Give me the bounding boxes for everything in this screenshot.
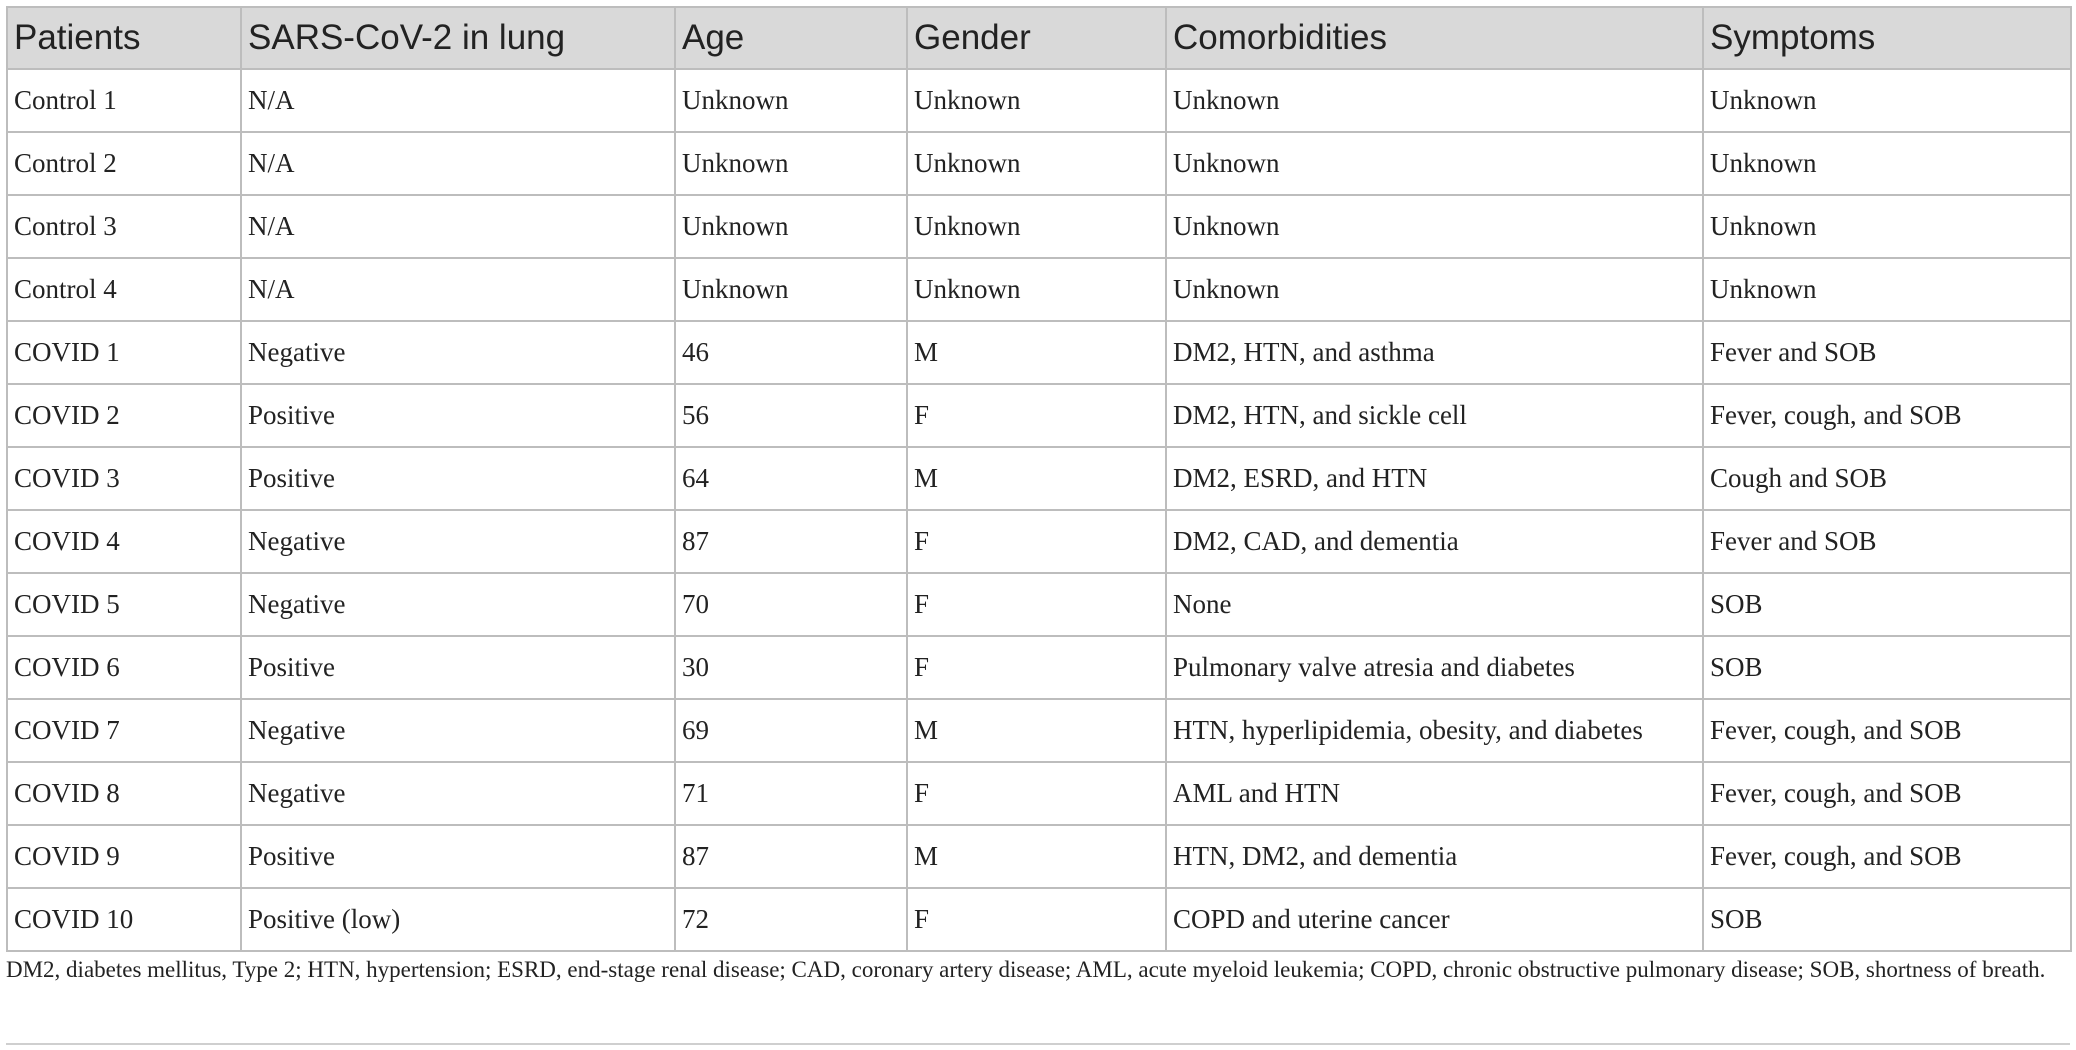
header-symptoms: Symptoms bbox=[1703, 7, 2071, 69]
age-cell: 46 bbox=[675, 321, 907, 384]
table-row bbox=[7, 321, 2071, 384]
sars-cov-2-cell: Positive bbox=[241, 447, 675, 510]
age-cell: 56 bbox=[675, 384, 907, 447]
table-row bbox=[7, 258, 2071, 321]
patient-cell: COVID 4 bbox=[7, 510, 241, 573]
comorbidities-cell: Pulmonary valve atresia and diabetes bbox=[1166, 636, 1703, 699]
bottom-divider bbox=[6, 1043, 2070, 1045]
table-row bbox=[7, 447, 2071, 510]
symptoms-cell: Fever and SOB bbox=[1703, 510, 2071, 573]
gender-cell: F bbox=[907, 573, 1166, 636]
patient-cell: COVID 1 bbox=[7, 321, 241, 384]
symptoms-cell: Unknown bbox=[1703, 69, 2071, 132]
age-cell: 71 bbox=[675, 762, 907, 825]
sars-cov-2-cell: N/A bbox=[241, 258, 675, 321]
symptoms-cell: Unknown bbox=[1703, 258, 2071, 321]
patient-table-container bbox=[6, 6, 2070, 952]
sars-cov-2-cell: N/A bbox=[241, 132, 675, 195]
age-cell: Unknown bbox=[675, 195, 907, 258]
patient-cell: COVID 6 bbox=[7, 636, 241, 699]
sars-cov-2-cell: Positive bbox=[241, 384, 675, 447]
patient-cell: COVID 9 bbox=[7, 825, 241, 888]
symptoms-cell: Fever, cough, and SOB bbox=[1703, 384, 2071, 447]
symptoms-cell: Fever and SOB bbox=[1703, 321, 2071, 384]
patient-cell: Control 3 bbox=[7, 195, 241, 258]
comorbidities-cell: Unknown bbox=[1166, 69, 1703, 132]
sars-cov-2-cell: N/A bbox=[241, 195, 675, 258]
symptoms-cell: Fever, cough, and SOB bbox=[1703, 762, 2071, 825]
symptoms-cell: Unknown bbox=[1703, 132, 2071, 195]
table-header-row bbox=[7, 7, 2071, 69]
header-comorbidities: Comorbidities bbox=[1166, 7, 1703, 69]
age-cell: Unknown bbox=[675, 69, 907, 132]
table-row bbox=[7, 69, 2071, 132]
header-gender: Gender bbox=[907, 7, 1166, 69]
comorbidities-cell: DM2, CAD, and dementia bbox=[1166, 510, 1703, 573]
gender-cell: F bbox=[907, 762, 1166, 825]
gender-cell: M bbox=[907, 447, 1166, 510]
age-cell: Unknown bbox=[675, 132, 907, 195]
sars-cov-2-cell: Negative bbox=[241, 699, 675, 762]
sars-cov-2-cell: Positive bbox=[241, 636, 675, 699]
sars-cov-2-cell: N/A bbox=[241, 69, 675, 132]
patient-cell: COVID 5 bbox=[7, 573, 241, 636]
gender-cell: Unknown bbox=[907, 195, 1166, 258]
age-cell: Unknown bbox=[675, 258, 907, 321]
patient-cell: COVID 3 bbox=[7, 447, 241, 510]
patient-cell: COVID 2 bbox=[7, 384, 241, 447]
age-cell: 72 bbox=[675, 888, 907, 951]
comorbidities-cell: COPD and uterine cancer bbox=[1166, 888, 1703, 951]
symptoms-cell: Fever, cough, and SOB bbox=[1703, 699, 2071, 762]
header-patients: Patients bbox=[7, 7, 241, 69]
comorbidities-cell: Unknown bbox=[1166, 132, 1703, 195]
comorbidities-cell: Unknown bbox=[1166, 195, 1703, 258]
sars-cov-2-cell: Negative bbox=[241, 762, 675, 825]
gender-cell: M bbox=[907, 699, 1166, 762]
symptoms-cell: Fever, cough, and SOB bbox=[1703, 825, 2071, 888]
patient-cell: Control 4 bbox=[7, 258, 241, 321]
table-row bbox=[7, 510, 2071, 573]
table-row bbox=[7, 636, 2071, 699]
table-row bbox=[7, 384, 2071, 447]
symptoms-cell: SOB bbox=[1703, 888, 2071, 951]
comorbidities-cell: None bbox=[1166, 573, 1703, 636]
age-cell: 64 bbox=[675, 447, 907, 510]
patient-cell: Control 1 bbox=[7, 69, 241, 132]
table-footnote: DM2, diabetes mellitus, Type 2; HTN, hypertension; ESRD, end-stage renal disease; CAD, coronary artery disease; AML, acute myeloid leukemia; COPD, chronic obstructive pulmonary disease; SOB, shortness of breath. bbox=[6, 957, 2046, 982]
sars-cov-2-cell: Positive bbox=[241, 825, 675, 888]
patient-cell: COVID 10 bbox=[7, 888, 241, 951]
age-cell: 70 bbox=[675, 573, 907, 636]
comorbidities-cell: AML and HTN bbox=[1166, 762, 1703, 825]
table-row bbox=[7, 825, 2071, 888]
header-sars-cov-2-in-lung: SARS-CoV-2 in lung bbox=[241, 7, 675, 69]
comorbidities-cell: HTN, hyperlipidemia, obesity, and diabetes bbox=[1166, 699, 1703, 762]
table-row bbox=[7, 888, 2071, 951]
table-row bbox=[7, 762, 2071, 825]
patient-cell: COVID 8 bbox=[7, 762, 241, 825]
age-cell: 87 bbox=[675, 510, 907, 573]
gender-cell: F bbox=[907, 384, 1166, 447]
symptoms-cell: Unknown bbox=[1703, 195, 2071, 258]
gender-cell: Unknown bbox=[907, 132, 1166, 195]
age-cell: 87 bbox=[675, 825, 907, 888]
symptoms-cell: SOB bbox=[1703, 573, 2071, 636]
symptoms-cell: SOB bbox=[1703, 636, 2071, 699]
comorbidities-cell: HTN, DM2, and dementia bbox=[1166, 825, 1703, 888]
age-cell: 30 bbox=[675, 636, 907, 699]
table-row bbox=[7, 573, 2071, 636]
table-row bbox=[7, 132, 2071, 195]
sars-cov-2-cell: Negative bbox=[241, 573, 675, 636]
sars-cov-2-cell: Negative bbox=[241, 510, 675, 573]
symptoms-cell: Cough and SOB bbox=[1703, 447, 2071, 510]
patient-cell: Control 2 bbox=[7, 132, 241, 195]
comorbidities-cell: DM2, HTN, and sickle cell bbox=[1166, 384, 1703, 447]
gender-cell: F bbox=[907, 510, 1166, 573]
comorbidities-cell: DM2, ESRD, and HTN bbox=[1166, 447, 1703, 510]
comorbidities-cell: Unknown bbox=[1166, 258, 1703, 321]
age-cell: 69 bbox=[675, 699, 907, 762]
header-age: Age bbox=[675, 7, 907, 69]
sars-cov-2-cell: Negative bbox=[241, 321, 675, 384]
gender-cell: F bbox=[907, 636, 1166, 699]
patient-cell: COVID 7 bbox=[7, 699, 241, 762]
sars-cov-2-cell: Positive (low) bbox=[241, 888, 675, 951]
gender-cell: Unknown bbox=[907, 258, 1166, 321]
table-row bbox=[7, 699, 2071, 762]
patient-characteristics-table bbox=[6, 6, 2072, 952]
table-body bbox=[7, 69, 2071, 951]
gender-cell: Unknown bbox=[907, 69, 1166, 132]
table-row bbox=[7, 195, 2071, 258]
gender-cell: F bbox=[907, 888, 1166, 951]
comorbidities-cell: DM2, HTN, and asthma bbox=[1166, 321, 1703, 384]
gender-cell: M bbox=[907, 321, 1166, 384]
gender-cell: M bbox=[907, 825, 1166, 888]
